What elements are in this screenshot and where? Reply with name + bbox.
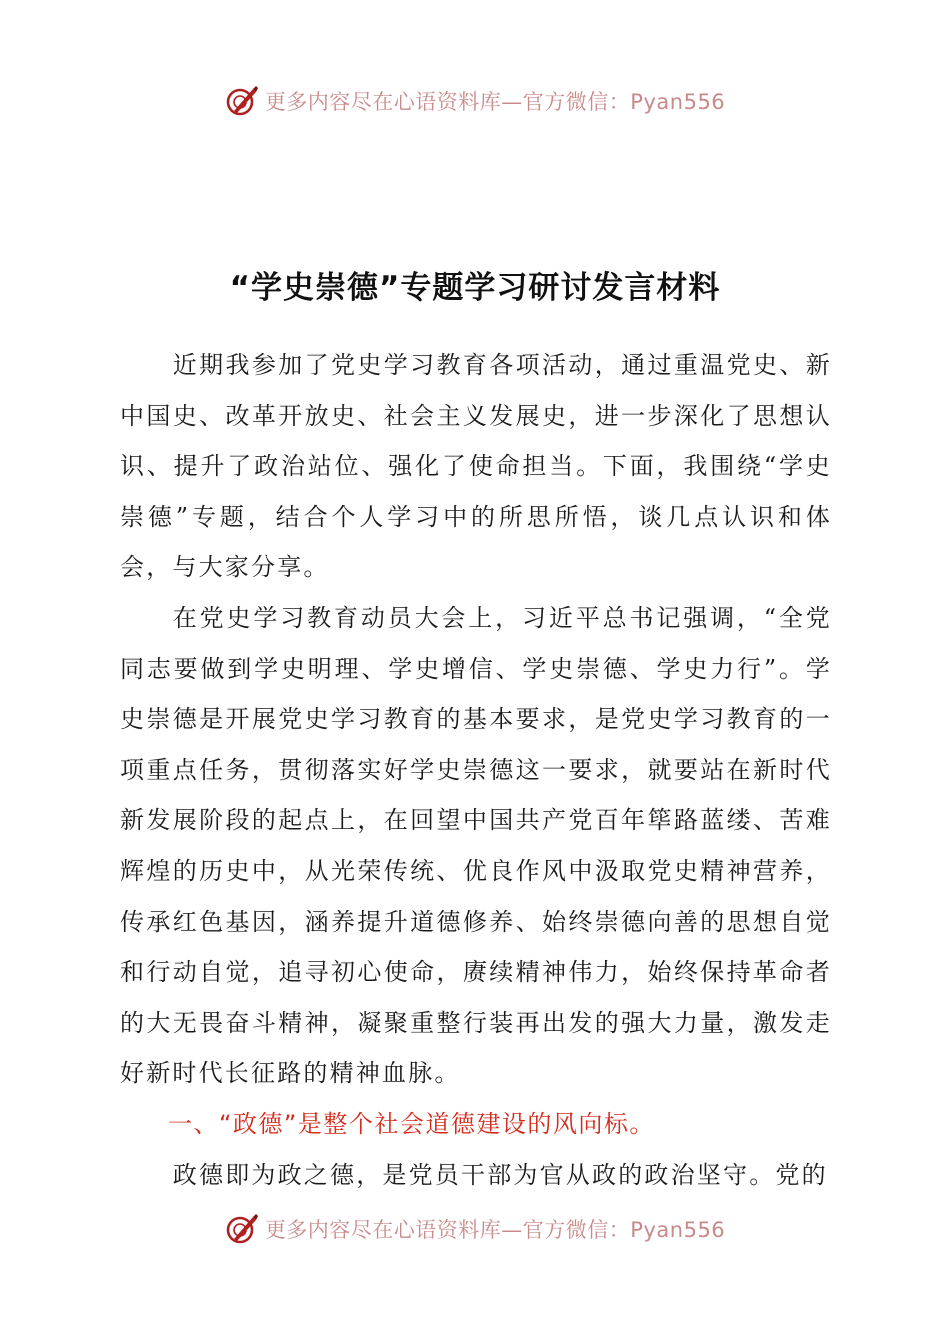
watermark-header [0, 84, 950, 118]
document-title: “学史崇德”专题学习研讨发言材料 [229, 270, 721, 306]
section-paragraph: 政德即为政之德，是党员干部为官从政的政治坚守。党的 [172, 1160, 828, 1189]
watermark-text: 更多内容尽在心语资料库—官方微信：Pyan556 [264, 90, 726, 114]
watermark-text: 更多内容尽在心语资料库—官方微信：Pyan556 [264, 1218, 726, 1242]
pen-logo-icon [225, 1212, 259, 1246]
document-body [120, 340, 832, 1200]
pen-logo-icon [225, 84, 259, 118]
paragraph-main: 在党史学习教育动员大会上，习近平总书记强调，“全党同志要做到学史明理、学史增信、学史崇德、学史力行”。学史崇德是开展党史学习教育的基本要求，是党史学习教育的一项重点任务，贯彻落实好学史崇德这一要求，就要站在新时代新发展阶段的起点上，在回望中国共产党百年筚路蓝缕、苦难辉煌的历史中，从光荣传统、优良作风中汲取党史精神营养，传承红色基因，涵养提升道德修养、始终崇德向善的思想自觉和行动自觉，追寻初心使命，赓续精神伟力，始终保持革命者的大无畏奋斗精神，凝聚重整行装再出发的强大力量，激发走好新时代长征路的精神血脉。 [120, 603, 832, 1088]
paragraph-intro: 近期我参加了党史学习教育各项活动，通过重温党史、新中国史、改革开放史、社会主义发展史，进一步深化了思想认识、提升了政治站位、强化了使命担当。下面，我围绕“学史崇德”专题，结合个人学习中的所思所悟，谈几点认识和体会，与大家分享。 [120, 351, 832, 582]
watermark-footer [0, 1212, 950, 1246]
section-heading: 一、“政德”是整个社会道德建设的风向标。 [168, 1109, 655, 1138]
